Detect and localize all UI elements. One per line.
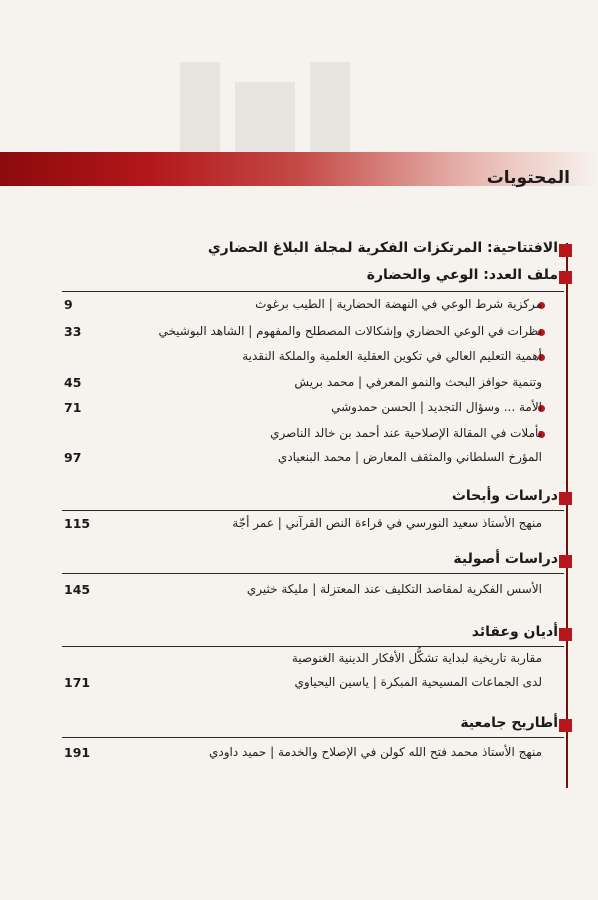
section-iftitah: الافتتاحية: المرتكزات الفكرية لمجلة البلاغ الحضاري — [207, 240, 558, 256]
section-underline — [62, 737, 564, 738]
section-marker — [559, 628, 572, 641]
page-number: 191 — [64, 745, 91, 760]
toc-item: مركزية شرط الوعي في النهضة الحضارية | الطيب برغوث — [255, 297, 542, 311]
toc-item: نظرات في الوعي الحضاري وإشكالات المصطلح والمفهوم | الشاهد البوشيخي — [158, 324, 542, 338]
toc-item-continued: لدى الجماعات المسيحية المبكرة | ياسين اليحياوي — [294, 675, 542, 689]
section-marker — [559, 719, 572, 732]
toc-item-continued: وتنمية حوافز البحث والنمو المعرفي | محمد بريش — [294, 375, 542, 389]
toc-item: منهج الأستاذ محمد فتح الله كولن في الإصلاح والخدمة | حميد داودي — [209, 745, 542, 759]
page-number: 97 — [64, 450, 82, 465]
section-underline — [62, 510, 564, 511]
section-malaf: ملف العدد: الوعي والحضارة — [366, 267, 558, 283]
page-number: 115 — [64, 516, 91, 531]
section-vertical-rule — [566, 243, 568, 788]
section-marker — [559, 555, 572, 568]
toc-item: مقاربة تاريخية لبداية تشكُّل الأفكار الدينية الغنوصية — [291, 651, 542, 665]
page-number: 71 — [64, 400, 82, 415]
toc-item: منهج الأستاذ سعيد النورسي في قراءة النص القرآني | عمر أجّة — [232, 516, 542, 530]
toc-item: الأمة ... وسؤال التجديد | الحسن حمدوشي — [331, 400, 542, 414]
section-usuliya: دراسات أصولية — [453, 551, 558, 567]
page-title: المحتويات — [486, 168, 570, 188]
section-marker — [559, 492, 572, 505]
section-marker — [559, 271, 572, 284]
toc-item: تأملات في المقالة الإصلاحية عند أحمد بن خالد الناصري — [270, 426, 542, 440]
toc-item: الأسس الفكرية لمقاصد التكليف عند المعتزلة | مليكة خثيري — [246, 582, 542, 596]
section-underline — [62, 646, 564, 647]
toc-item: أهمية التعليم العالي في تكوين العقلية العلمية والملكة النقدية — [242, 349, 542, 363]
toc-item-continued: المؤرخ السلطاني والمثقف المعارض | محمد البنعيادي — [277, 450, 542, 464]
section-adyan: أديان وعقائد — [471, 624, 558, 640]
page-number: 9 — [64, 297, 73, 312]
section-underline — [62, 573, 564, 574]
page-number: 171 — [64, 675, 91, 690]
section-atarih: أطاريح جامعية — [460, 715, 558, 731]
section-dirasat: دراسات وأبحاث — [451, 488, 558, 504]
section-underline — [62, 291, 564, 292]
page-number: 33 — [64, 324, 82, 339]
section-marker — [559, 244, 572, 257]
page-number: 45 — [64, 375, 82, 390]
page-number: 145 — [64, 582, 91, 597]
